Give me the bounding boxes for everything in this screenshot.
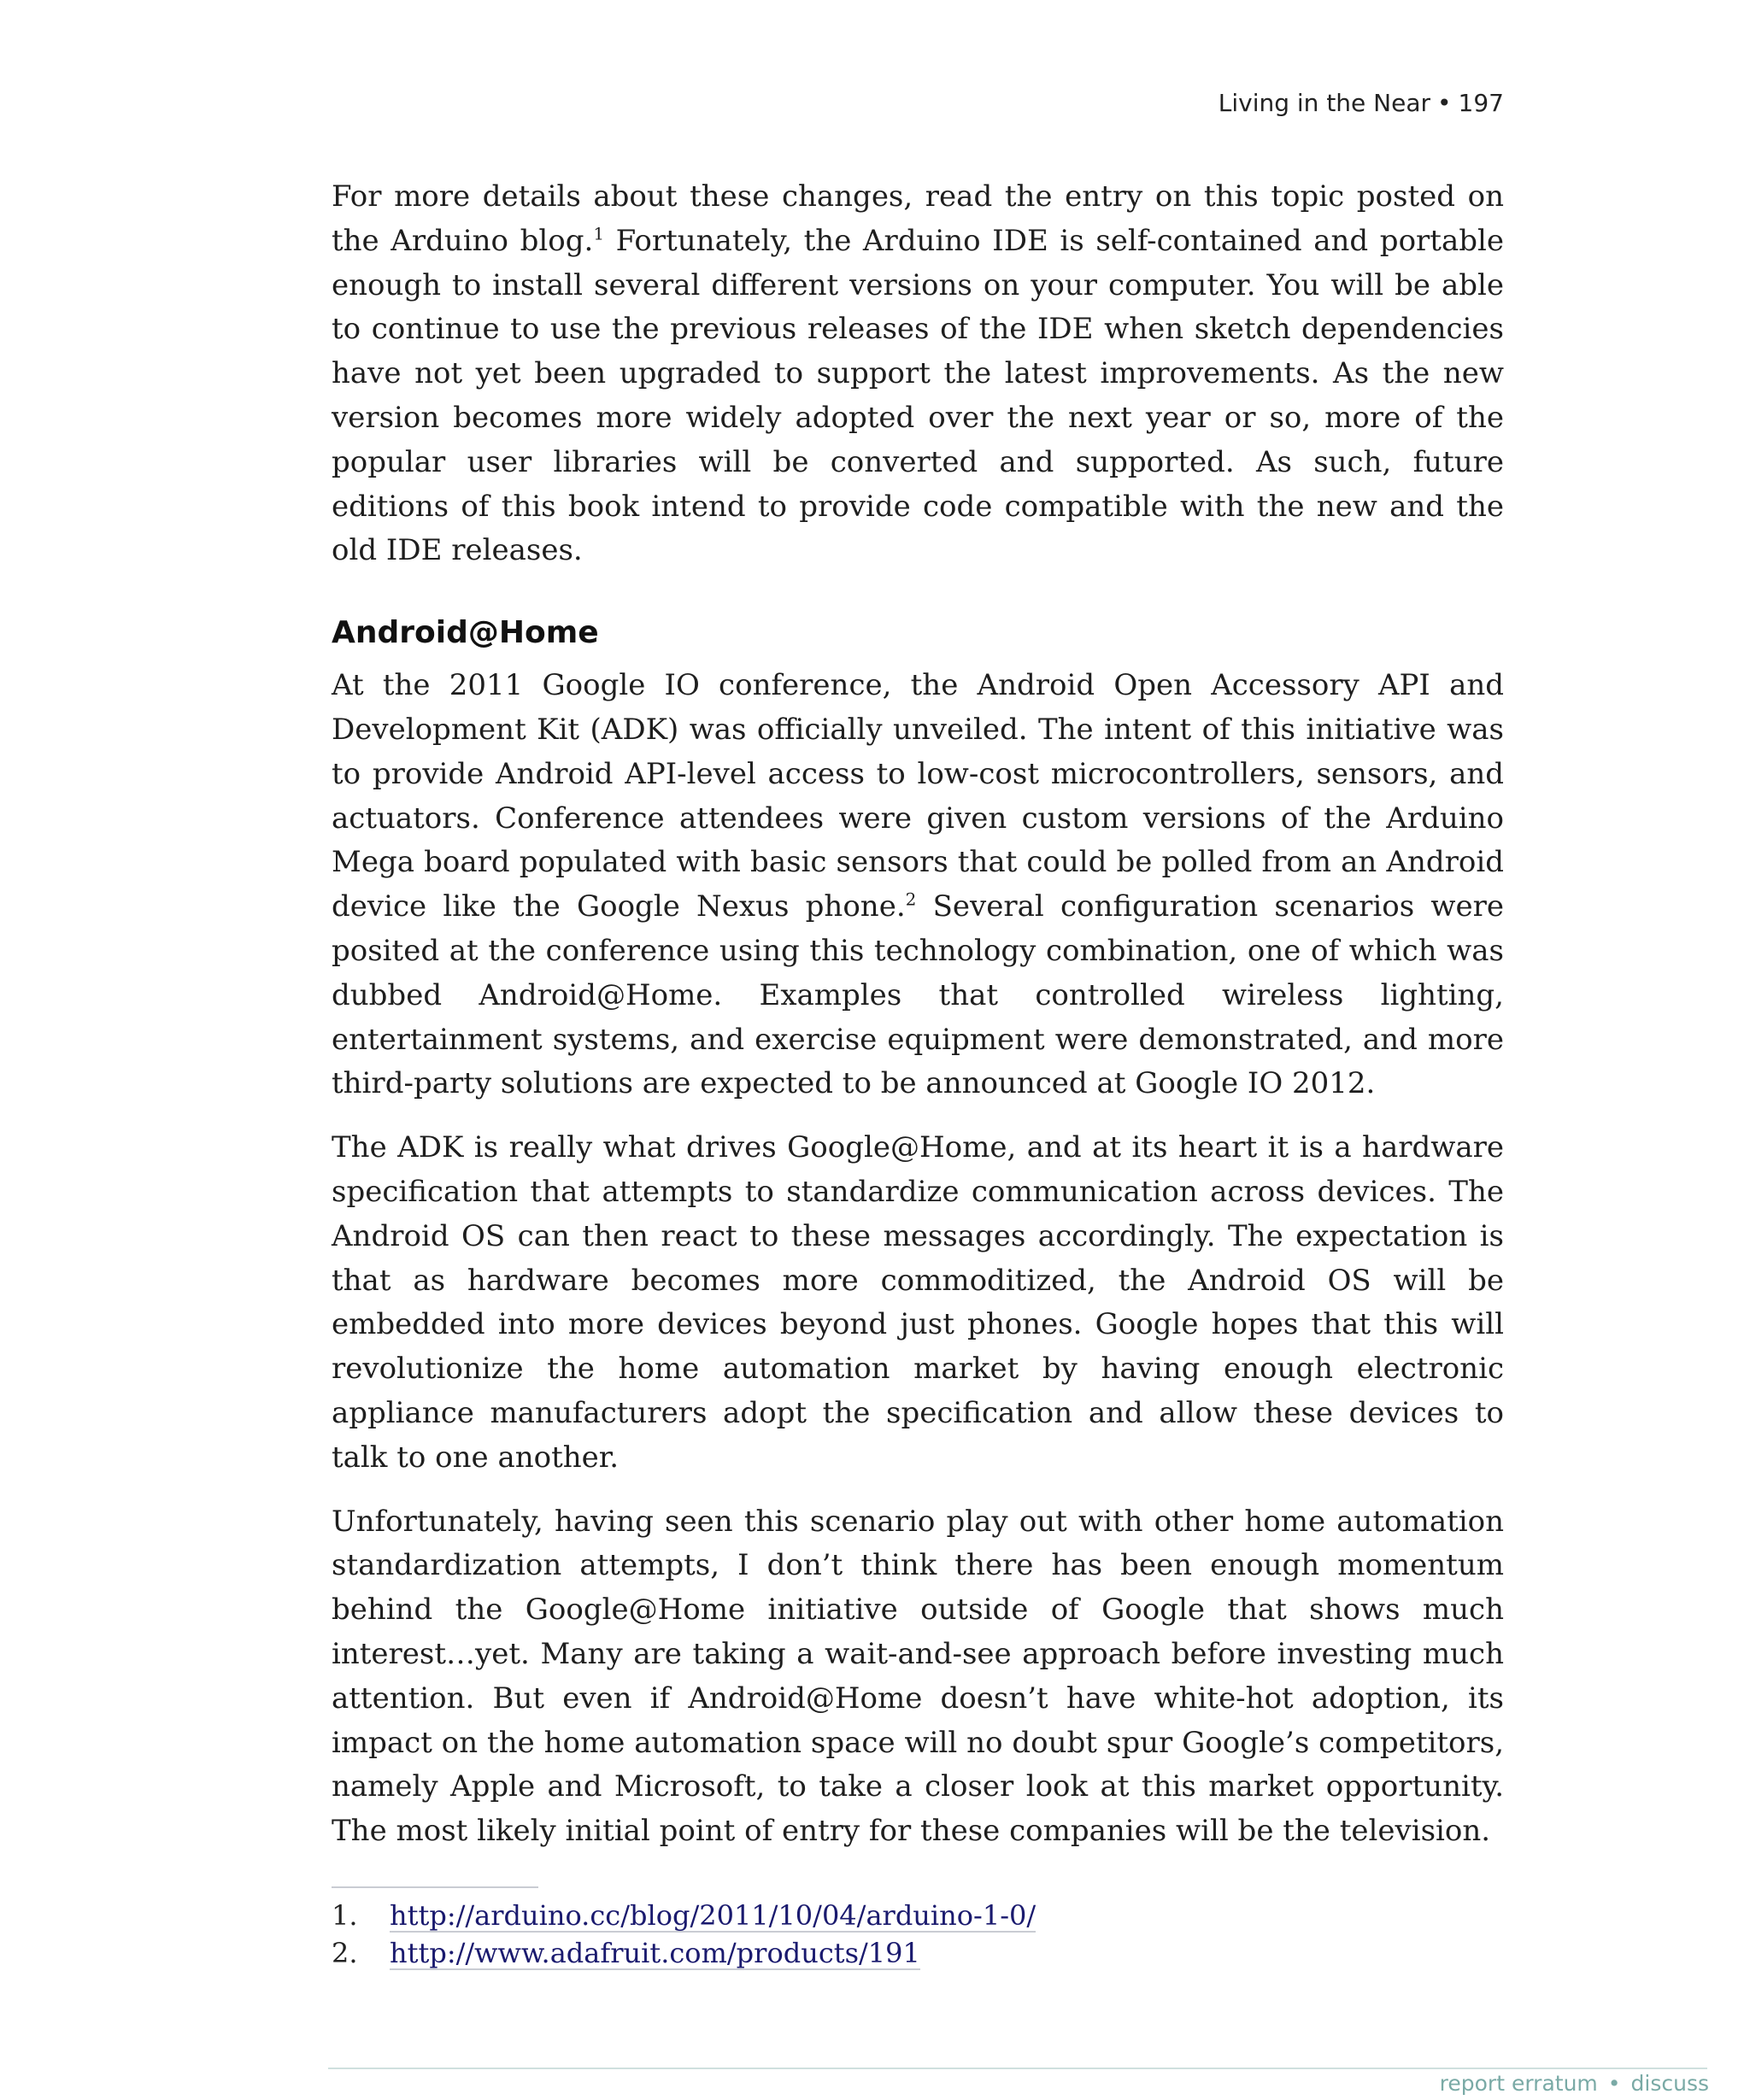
footnote-number: 1. xyxy=(332,1899,358,1932)
footer-links xyxy=(1440,2071,1709,2096)
body-text xyxy=(332,175,1504,1874)
footnote-ref-1: 1 xyxy=(593,223,605,244)
footer-bullet: • xyxy=(1607,2071,1621,2096)
page-number: 197 xyxy=(1458,89,1504,117)
footnote-link-adafruit[interactable]: http://www.adafruit.com/products/191 xyxy=(390,1937,920,1969)
footnote-link-arduino[interactable]: http://arduino.cc/blog/2011/10/04/arduino-1-0/ xyxy=(390,1899,1036,1932)
paragraph-2-text-b: Several configuration scenarios were posited at the conference using this technology combination, one of which was dubbed Android@Home. Examples that controlled wireless lighting, entertainment systems, and exercise equipment were demonstrated, and more third-party solutions are expected to be announced at Google IO 2012. xyxy=(332,889,1505,1101)
paragraph-1-text-a: For more details about these changes, read the entry on this topic posted on the Arduino blog. xyxy=(332,179,1504,258)
running-header xyxy=(1111,89,1504,117)
section-heading: Android@Home xyxy=(332,615,599,651)
footnote-item xyxy=(332,1934,1442,1972)
footnotes xyxy=(332,1897,1442,1972)
paragraph-2-text-a: At the 2011 Google IO conference, the Android Open Accessory API and Development Kit (ADK) was officially unveiled. The intent of this initiative was to provide Android API-level access to low-cost microcontrollers, sensors, and actuators. Conference attendees were given custom versions of the Arduino Mega board populated with basic sensors that could be polled from an Android device like the Google Nexus phone. xyxy=(332,668,1504,924)
report-erratum-link[interactable]: report erratum xyxy=(1439,2071,1598,2096)
footnote-divider xyxy=(332,1886,538,1888)
paragraph-3: The ADK is really what drives Google@Home, and at its heart it is a hardware specification that attempts to standardize communication across devices. The Android OS can then react to these messages accordingly. The expectation is that as hardware becomes more commoditized, the Android OS will be embedded into more devices beyond just phones. Google hopes that this will revolutionize the home automation market by having enough electronic appliance manufacturers adopt the specification and allow these devices to talk to one another. xyxy=(332,1130,1504,1475)
header-bullet: • xyxy=(1437,89,1452,117)
paragraph-2 xyxy=(332,664,1504,1106)
footer-divider xyxy=(328,2068,1707,2069)
discuss-link[interactable]: discuss xyxy=(1630,2071,1709,2096)
paragraph-4: Unfortunately, having seen this scenario play out with other home automation standardization attempts, I don’t think there has been enough momentum behind the Google@Home initiative outside of Google that shows much interest…yet. Many are taking a wait-and-see approach before investing much attention. But even if Android@Home doesn’t have white-hot adoption, its impact on the home automation space will no doubt spur Google’s competitors, namely Apple and Microsoft, to take a closer look at this market opportunity. The most likely initial point of entry for these companies will be the television. xyxy=(332,1504,1504,1849)
paragraph-1 xyxy=(332,175,1504,573)
footnote-item xyxy=(332,1897,1442,1934)
footnote-ref-2: 2 xyxy=(905,889,917,910)
paragraph-1-text-b: Fortunately, the Arduino IDE is self-contained and portable enough to install several different versions on your computer. You will be able to continue to use the previous releases of the IDE when sketch dependencies have not yet been upgraded to support the latest improvements. As the new version becomes more widely adopted over the next year or so, more of the popular user libraries will be converted and supported. As such, future editions of this book intend to provide code compatible with the new and the old IDE releases. xyxy=(332,223,1504,568)
footnote-number: 2. xyxy=(332,1937,358,1969)
running-title: Living in the Near xyxy=(1218,89,1431,117)
